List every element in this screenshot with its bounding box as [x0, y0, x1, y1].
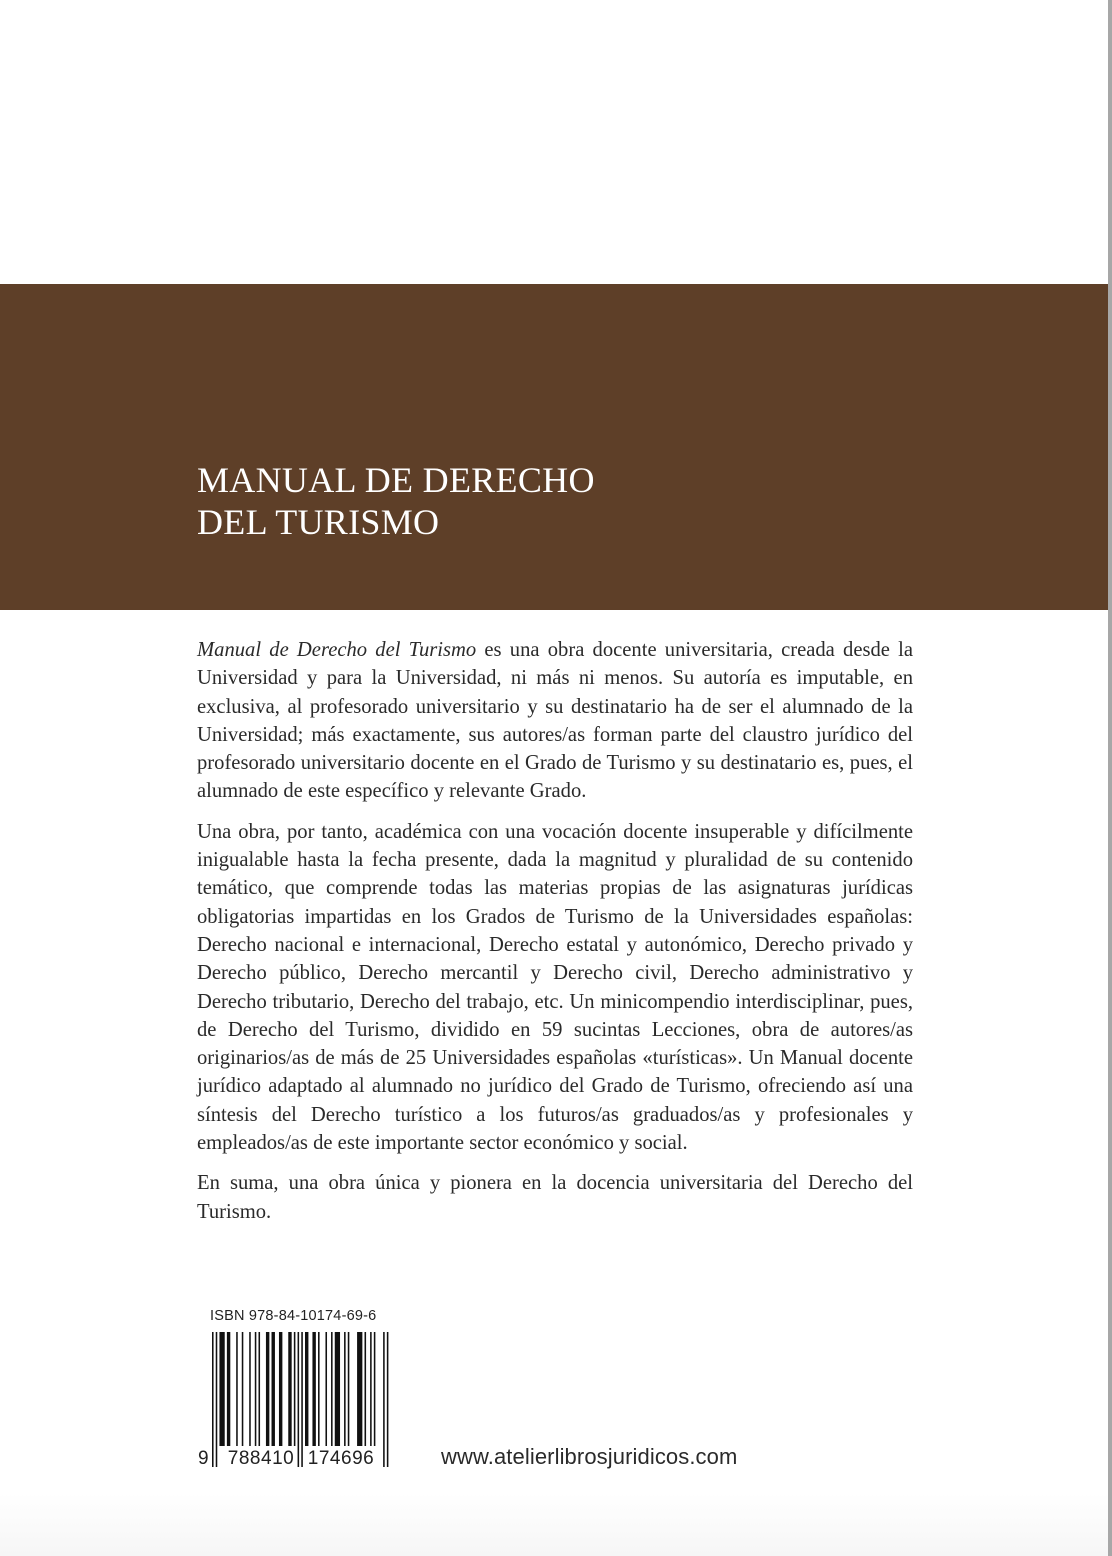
barcode-bar	[374, 1332, 376, 1446]
description-paragraph-2: Una obra, por tanto, académica con una vocación docente insuperable y difícilmente inigualable hasta la fecha presente, dada la magnitud y pluralidad de su contenido temático, que comprende todas las materias propias de las asignaturas jurídicas obligatorias impartidas en los Grados de Turismo de la Universidades españolas: Derecho nacional e internacional, Derecho estatal y autonómico, Derecho privado y Derecho público, Derecho mercantil y Derecho civil, Derecho administrativo y Derecho tributario, Derecho del trabajo, etc. Un minicompendio interdisciplinar, pues, de Derecho del Turismo, dividido en 59 sucintas Lecciones, obra de autores/as originarios/as de más de 25 Universidades españolas «turísticas». Un Manual docente jurídico adaptado al alumnado no jurídico del Grado de Turismo, ofreciendo así una síntesis del Derecho turístico a los futuros/as graduados/as y profesionales y empleados/as de este importante sector económico y social.	[197, 820, 913, 1155]
barcode-guard-bar	[301, 1332, 303, 1467]
book-title	[197, 459, 595, 543]
description-paragraph-1	[197, 636, 913, 806]
barcode-bar	[272, 1332, 275, 1446]
book-title-italic: Manual de Derecho del Turismo	[197, 639, 477, 661]
barcode-guard-bar	[212, 1332, 214, 1467]
barcode-first-digit: 9	[198, 1448, 209, 1469]
book-title-line-1: MANUAL DE DERECHO	[197, 460, 595, 500]
description-paragraph-3: En suma, una obra única y pionera en la docencia universitaria del Derecho del Turismo.	[197, 1172, 913, 1223]
barcode-graphic	[198, 1332, 398, 1472]
barcode-bar	[279, 1332, 282, 1446]
barcode-guard-bar	[383, 1332, 385, 1467]
barcode-bar	[357, 1332, 362, 1446]
barcode-bar	[305, 1332, 308, 1446]
barcode-guard-bar	[216, 1332, 218, 1467]
isbn-label: ISBN 978-84-10174-69-6	[210, 1308, 377, 1324]
barcode-bar	[219, 1332, 224, 1446]
barcode-bar	[249, 1332, 251, 1446]
barcode-right-group: 174696	[307, 1448, 375, 1469]
barcode-bar	[344, 1332, 346, 1446]
isbn-barcode	[198, 1332, 398, 1472]
barcode-left-group: 788410	[227, 1448, 295, 1469]
barcode-guard-bar	[298, 1332, 300, 1467]
barcode-bar	[227, 1332, 230, 1446]
book-title-line-2: DEL TURISMO	[197, 502, 440, 542]
barcode-bar	[288, 1332, 291, 1446]
page-edge-border	[1108, 0, 1112, 1556]
barcode-bar	[236, 1332, 238, 1446]
publisher-website[interactable]: www.atelierlibrosjuridicos.com	[441, 1444, 738, 1469]
barcode-bar	[259, 1332, 261, 1446]
barcode-bar	[348, 1332, 350, 1446]
barcode-bar	[365, 1332, 367, 1446]
barcode-guard-bar	[387, 1332, 389, 1467]
barcode-bar	[294, 1332, 296, 1446]
barcode-bar	[335, 1332, 340, 1446]
barcode-bar	[255, 1332, 257, 1446]
barcode-bar	[242, 1332, 244, 1446]
title-band	[0, 284, 1108, 610]
barcode-bar	[318, 1332, 320, 1446]
description-paragraph-1-text: es una obra docente universitaria, creada desde la Universidad y para la Universidad, ni más ni menos. Su autoría es imputable, en exclusiva, al profesorado universitario y su destinatario ha de ser el alumnado de la Universidad; más exactamente, sus autores/as forman parte del claustro jurídico del profesorado universitario docente en el Grado de Turismo y su destinatario es, pues, el alumnado de este específico y relevante Grado.	[197, 639, 913, 803]
barcode-bar	[266, 1332, 269, 1446]
barcode-bar	[331, 1332, 333, 1446]
book-description	[197, 636, 913, 1238]
barcode-bar	[370, 1332, 372, 1446]
barcode-bars	[212, 1332, 388, 1467]
barcode-bar	[312, 1332, 315, 1446]
barcode-bar	[325, 1332, 327, 1446]
